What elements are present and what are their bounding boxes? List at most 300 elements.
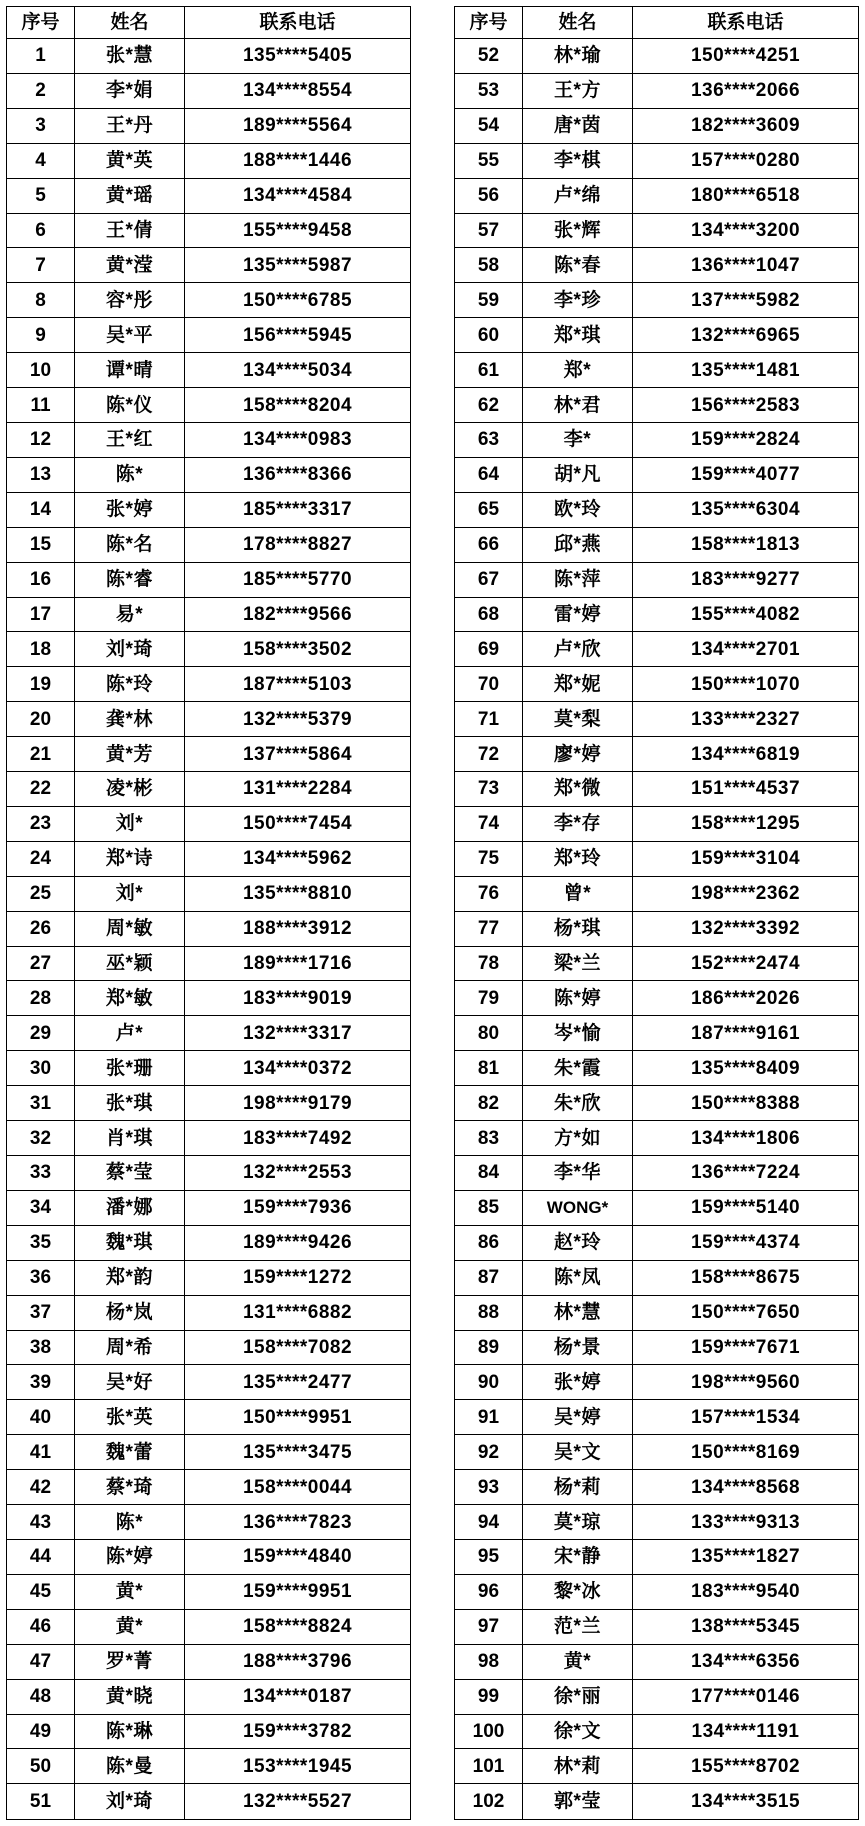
- cell-phone: 189****9426: [185, 1225, 411, 1260]
- table-row: [7, 1505, 411, 1540]
- cell-name: 朱*欣: [523, 1086, 633, 1121]
- cell-index: 82: [455, 1086, 523, 1121]
- cell-name: 吴*平: [75, 318, 185, 353]
- cell-name: 周*敏: [75, 911, 185, 946]
- cell-name: 肖*琪: [75, 1121, 185, 1156]
- cell-index: 18: [7, 632, 75, 667]
- cell-phone: 134****8568: [633, 1470, 859, 1505]
- cell-phone: 158****0044: [185, 1470, 411, 1505]
- cell-index: 59: [455, 283, 523, 318]
- cell-phone: 136****7224: [633, 1156, 859, 1191]
- column-header-index: 序号: [455, 7, 523, 39]
- cell-index: 64: [455, 457, 523, 492]
- table-row: [7, 422, 411, 457]
- cell-index: 61: [455, 353, 523, 388]
- cell-phone: 159****7936: [185, 1190, 411, 1225]
- table-row: [7, 1749, 411, 1784]
- cell-name: 黄*英: [75, 143, 185, 178]
- cell-name: 刘*: [75, 806, 185, 841]
- cell-index: 77: [455, 911, 523, 946]
- cell-phone: 136****8366: [185, 457, 411, 492]
- cell-phone: 134****1806: [633, 1121, 859, 1156]
- cell-name: 陈*萍: [523, 562, 633, 597]
- cell-name: 唐*茵: [523, 108, 633, 143]
- table-row: [455, 1609, 859, 1644]
- column-header-name: 姓名: [523, 7, 633, 39]
- cell-index: 66: [455, 527, 523, 562]
- table-row: [7, 702, 411, 737]
- table-row: [455, 1400, 859, 1435]
- table-row: [7, 1051, 411, 1086]
- table-row: [7, 876, 411, 911]
- cell-index: 12: [7, 422, 75, 457]
- cell-index: 93: [455, 1470, 523, 1505]
- cell-name: 刘*琦: [75, 1784, 185, 1820]
- cell-name: 张*英: [75, 1400, 185, 1435]
- cell-index: 95: [455, 1539, 523, 1574]
- cell-phone: 134****3200: [633, 213, 859, 248]
- cell-index: 46: [7, 1609, 75, 1644]
- cell-name: 陈*仪: [75, 388, 185, 423]
- cell-index: 100: [455, 1714, 523, 1749]
- cell-name: 宋*静: [523, 1539, 633, 1574]
- cell-index: 17: [7, 597, 75, 632]
- table-row: [7, 597, 411, 632]
- table-row: [7, 1539, 411, 1574]
- table-row: [7, 1435, 411, 1470]
- table-row: [455, 667, 859, 702]
- cell-name: 罗*菁: [75, 1644, 185, 1679]
- cell-phone: 159****3782: [185, 1714, 411, 1749]
- cell-phone: 158****8675: [633, 1260, 859, 1295]
- cell-phone: 158****8204: [185, 388, 411, 423]
- cell-phone: 187****9161: [633, 1016, 859, 1051]
- cell-name: 徐*文: [523, 1714, 633, 1749]
- cell-index: 13: [7, 457, 75, 492]
- cell-phone: 132****5379: [185, 702, 411, 737]
- cell-index: 3: [7, 108, 75, 143]
- table-row: [455, 806, 859, 841]
- cell-phone: 132****5527: [185, 1784, 411, 1820]
- table-row: [7, 1714, 411, 1749]
- table-row: [7, 1295, 411, 1330]
- cell-name: 陈*琳: [75, 1714, 185, 1749]
- cell-name: 张*慧: [75, 39, 185, 74]
- cell-phone: 156****2583: [633, 388, 859, 423]
- table-row: [455, 318, 859, 353]
- cell-name: 方*如: [523, 1121, 633, 1156]
- cell-phone: 134****5962: [185, 841, 411, 876]
- cell-name: 黄*晓: [75, 1679, 185, 1714]
- cell-name: 黄*: [75, 1609, 185, 1644]
- table-row: [455, 1156, 859, 1191]
- cell-index: 31: [7, 1086, 75, 1121]
- table-row: [455, 178, 859, 213]
- cell-name: 李*娟: [75, 73, 185, 108]
- table-row: [455, 1086, 859, 1121]
- cell-phone: 131****6882: [185, 1295, 411, 1330]
- table-row: [455, 1505, 859, 1540]
- cell-name: 魏*蕾: [75, 1435, 185, 1470]
- table-row: [455, 1574, 859, 1609]
- cell-name: 莫*琼: [523, 1505, 633, 1540]
- cell-name: 容*彤: [75, 283, 185, 318]
- table-row: [455, 737, 859, 772]
- cell-name: 王*红: [75, 422, 185, 457]
- cell-phone: 158****1295: [633, 806, 859, 841]
- cell-name: 赵*玲: [523, 1225, 633, 1260]
- cell-index: 37: [7, 1295, 75, 1330]
- cell-index: 32: [7, 1121, 75, 1156]
- cell-phone: 133****9313: [633, 1505, 859, 1540]
- table-row: [455, 1644, 859, 1679]
- table-row: [7, 1644, 411, 1679]
- table-row: [455, 1539, 859, 1574]
- cell-index: 51: [7, 1784, 75, 1820]
- cell-phone: 155****8702: [633, 1749, 859, 1784]
- cell-name: 吴*好: [75, 1365, 185, 1400]
- cell-name: 陈*曼: [75, 1749, 185, 1784]
- cell-name: 李*存: [523, 806, 633, 841]
- cell-phone: 134****8554: [185, 73, 411, 108]
- cell-index: 27: [7, 946, 75, 981]
- cell-phone: 158****7082: [185, 1330, 411, 1365]
- table-row: [7, 1086, 411, 1121]
- cell-phone: 189****5564: [185, 108, 411, 143]
- cell-name: 吴*婷: [523, 1400, 633, 1435]
- cell-name: 李*: [523, 422, 633, 457]
- cell-name: 雷*婷: [523, 597, 633, 632]
- table-row: [455, 946, 859, 981]
- cell-phone: 134****3515: [633, 1784, 859, 1820]
- cell-phone: 135****1827: [633, 1539, 859, 1574]
- cell-phone: 150****7650: [633, 1295, 859, 1330]
- cell-index: 92: [455, 1435, 523, 1470]
- cell-index: 30: [7, 1051, 75, 1086]
- table-row: [7, 1190, 411, 1225]
- cell-index: 84: [455, 1156, 523, 1191]
- table-row: [7, 178, 411, 213]
- table-row: [455, 388, 859, 423]
- table-row: [7, 143, 411, 178]
- table-row: [455, 981, 859, 1016]
- cell-index: 49: [7, 1714, 75, 1749]
- table-row: [455, 108, 859, 143]
- cell-phone: 132****3392: [633, 911, 859, 946]
- table-row: [7, 772, 411, 807]
- cell-phone: 135****8409: [633, 1051, 859, 1086]
- table-row: [455, 1051, 859, 1086]
- cell-index: 22: [7, 772, 75, 807]
- cell-index: 11: [7, 388, 75, 423]
- cell-name: 陈*婷: [75, 1539, 185, 1574]
- cell-phone: 155****9458: [185, 213, 411, 248]
- column-header-index: 序号: [7, 7, 75, 39]
- table-row: [7, 1156, 411, 1191]
- cell-phone: 183****9019: [185, 981, 411, 1016]
- cell-name: 凌*彬: [75, 772, 185, 807]
- cell-phone: 135****8810: [185, 876, 411, 911]
- cell-index: 72: [455, 737, 523, 772]
- cell-index: 50: [7, 1749, 75, 1784]
- cell-phone: 159****4374: [633, 1225, 859, 1260]
- cell-phone: 159****7671: [633, 1330, 859, 1365]
- cell-name: 周*希: [75, 1330, 185, 1365]
- cell-name: 王*倩: [75, 213, 185, 248]
- cell-phone: 131****2284: [185, 772, 411, 807]
- table-row: [7, 457, 411, 492]
- cell-name: 卢*绵: [523, 178, 633, 213]
- cell-index: 19: [7, 667, 75, 702]
- cell-phone: 138****5345: [633, 1609, 859, 1644]
- cell-name: 陈*婷: [523, 981, 633, 1016]
- cell-phone: 134****2701: [633, 632, 859, 667]
- cell-index: 68: [455, 597, 523, 632]
- cell-phone: 132****6965: [633, 318, 859, 353]
- cell-name: 岑*愉: [523, 1016, 633, 1051]
- cell-phone: 159****3104: [633, 841, 859, 876]
- cell-phone: 152****2474: [633, 946, 859, 981]
- cell-index: 102: [455, 1784, 523, 1820]
- cell-index: 38: [7, 1330, 75, 1365]
- cell-index: 76: [455, 876, 523, 911]
- table-row: [7, 39, 411, 74]
- cell-name: 龚*林: [75, 702, 185, 737]
- table-row: [455, 1714, 859, 1749]
- cell-index: 40: [7, 1400, 75, 1435]
- cell-name: 杨*岚: [75, 1295, 185, 1330]
- cell-index: 73: [455, 772, 523, 807]
- cell-index: 56: [455, 178, 523, 213]
- cell-phone: 188****1446: [185, 143, 411, 178]
- cell-index: 75: [455, 841, 523, 876]
- cell-index: 63: [455, 422, 523, 457]
- cell-phone: 134****0187: [185, 1679, 411, 1714]
- table-row: [7, 1121, 411, 1156]
- cell-index: 101: [455, 1749, 523, 1784]
- cell-index: 28: [7, 981, 75, 1016]
- table-row: [7, 981, 411, 1016]
- cell-name: 徐*丽: [523, 1679, 633, 1714]
- cell-name: 陈*: [75, 457, 185, 492]
- roster-table-right: [454, 6, 859, 1820]
- cell-index: 45: [7, 1574, 75, 1609]
- cell-index: 43: [7, 1505, 75, 1540]
- cell-index: 36: [7, 1260, 75, 1295]
- cell-phone: 134****5034: [185, 353, 411, 388]
- cell-phone: 132****2553: [185, 1156, 411, 1191]
- cell-phone: 137****5864: [185, 737, 411, 772]
- cell-index: 70: [455, 667, 523, 702]
- cell-name: 郑*韵: [75, 1260, 185, 1295]
- cell-phone: 157****0280: [633, 143, 859, 178]
- table-row: [7, 562, 411, 597]
- cell-index: 44: [7, 1539, 75, 1574]
- table-row: [7, 1260, 411, 1295]
- cell-phone: 134****6356: [633, 1644, 859, 1679]
- cell-name: 巫*颖: [75, 946, 185, 981]
- table-row: [7, 946, 411, 981]
- cell-name: 王*方: [523, 73, 633, 108]
- cell-index: 86: [455, 1225, 523, 1260]
- cell-phone: 132****3317: [185, 1016, 411, 1051]
- cell-index: 53: [455, 73, 523, 108]
- cell-index: 35: [7, 1225, 75, 1260]
- table-row: [7, 1470, 411, 1505]
- cell-phone: 134****0372: [185, 1051, 411, 1086]
- cell-name: 张*珊: [75, 1051, 185, 1086]
- cell-phone: 198****2362: [633, 876, 859, 911]
- cell-name: 吴*文: [523, 1435, 633, 1470]
- cell-name: 郑*玲: [523, 841, 633, 876]
- cell-index: 87: [455, 1260, 523, 1295]
- cell-phone: 150****9951: [185, 1400, 411, 1435]
- table-row: [7, 1609, 411, 1644]
- table-row: [455, 422, 859, 457]
- cell-index: 85: [455, 1190, 523, 1225]
- cell-name: 陈*凤: [523, 1260, 633, 1295]
- cell-name: 杨*琪: [523, 911, 633, 946]
- cell-phone: 159****1272: [185, 1260, 411, 1295]
- table-row: [7, 248, 411, 283]
- table-row: [7, 667, 411, 702]
- cell-index: 91: [455, 1400, 523, 1435]
- cell-name: 郑*: [523, 353, 633, 388]
- cell-name: 刘*琦: [75, 632, 185, 667]
- table-row: [455, 39, 859, 74]
- cell-index: 81: [455, 1051, 523, 1086]
- cell-phone: 177****0146: [633, 1679, 859, 1714]
- table-row: [455, 911, 859, 946]
- table-row: [455, 283, 859, 318]
- table-header-row: [7, 7, 411, 39]
- table-row: [7, 1365, 411, 1400]
- cell-phone: 134****1191: [633, 1714, 859, 1749]
- cell-name: WONG*: [523, 1190, 633, 1225]
- cell-index: 7: [7, 248, 75, 283]
- cell-phone: 182****9566: [185, 597, 411, 632]
- cell-phone: 188****3796: [185, 1644, 411, 1679]
- cell-index: 9: [7, 318, 75, 353]
- cell-phone: 150****8388: [633, 1086, 859, 1121]
- cell-name: 廖*婷: [523, 737, 633, 772]
- cell-index: 97: [455, 1609, 523, 1644]
- table-row: [455, 73, 859, 108]
- table-row: [7, 1330, 411, 1365]
- cell-name: 魏*琪: [75, 1225, 185, 1260]
- table-row: [7, 73, 411, 108]
- table-row: [455, 597, 859, 632]
- cell-name: 郑*诗: [75, 841, 185, 876]
- cell-name: 梁*兰: [523, 946, 633, 981]
- cell-phone: 198****9560: [633, 1365, 859, 1400]
- table-row: [455, 353, 859, 388]
- cell-name: 李*棋: [523, 143, 633, 178]
- table-row: [7, 841, 411, 876]
- column-header-phone: 联系电话: [185, 7, 411, 39]
- cell-name: 黄*芳: [75, 737, 185, 772]
- cell-index: 58: [455, 248, 523, 283]
- cell-phone: 182****3609: [633, 108, 859, 143]
- table-row: [455, 562, 859, 597]
- cell-name: 林*瑜: [523, 39, 633, 74]
- cell-phone: 155****4082: [633, 597, 859, 632]
- table-row: [455, 1470, 859, 1505]
- cell-index: 1: [7, 39, 75, 74]
- table-row: [7, 1679, 411, 1714]
- cell-index: 8: [7, 283, 75, 318]
- cell-index: 60: [455, 318, 523, 353]
- cell-phone: 185****5770: [185, 562, 411, 597]
- table-row: [455, 527, 859, 562]
- table-row: [455, 1784, 859, 1820]
- cell-phone: 133****2327: [633, 702, 859, 737]
- cell-name: 张*婷: [75, 492, 185, 527]
- table-row: [455, 1190, 859, 1225]
- cell-name: 郑*琪: [523, 318, 633, 353]
- cell-name: 黄*瑶: [75, 178, 185, 213]
- cell-name: 黄*: [75, 1574, 185, 1609]
- cell-index: 10: [7, 353, 75, 388]
- cell-name: 陈*玲: [75, 667, 185, 702]
- column-header-name: 姓名: [75, 7, 185, 39]
- cell-index: 62: [455, 388, 523, 423]
- table-row: [7, 318, 411, 353]
- cell-index: 41: [7, 1435, 75, 1470]
- cell-index: 65: [455, 492, 523, 527]
- cell-index: 26: [7, 911, 75, 946]
- cell-name: 林*莉: [523, 1749, 633, 1784]
- cell-index: 52: [455, 39, 523, 74]
- cell-phone: 135****2477: [185, 1365, 411, 1400]
- cell-phone: 189****1716: [185, 946, 411, 981]
- cell-name: 郭*莹: [523, 1784, 633, 1820]
- table-row: [455, 1679, 859, 1714]
- cell-phone: 137****5982: [633, 283, 859, 318]
- cell-index: 99: [455, 1679, 523, 1714]
- cell-phone: 136****7823: [185, 1505, 411, 1540]
- cell-name: 陈*: [75, 1505, 185, 1540]
- cell-name: 林*慧: [523, 1295, 633, 1330]
- cell-name: 陈*春: [523, 248, 633, 283]
- cell-index: 89: [455, 1330, 523, 1365]
- table-row: [455, 457, 859, 492]
- cell-name: 谭*晴: [75, 353, 185, 388]
- table-row: [455, 702, 859, 737]
- cell-name: 莫*梨: [523, 702, 633, 737]
- cell-phone: 150****4251: [633, 39, 859, 74]
- table-row: [455, 1016, 859, 1051]
- table-row: [455, 772, 859, 807]
- cell-index: 16: [7, 562, 75, 597]
- cell-index: 54: [455, 108, 523, 143]
- cell-phone: 178****8827: [185, 527, 411, 562]
- cell-index: 57: [455, 213, 523, 248]
- table-row: [7, 632, 411, 667]
- table-row: [455, 1330, 859, 1365]
- cell-phone: 158****3502: [185, 632, 411, 667]
- table-row: [7, 806, 411, 841]
- cell-index: 47: [7, 1644, 75, 1679]
- cell-phone: 150****7454: [185, 806, 411, 841]
- cell-index: 55: [455, 143, 523, 178]
- cell-name: 林*君: [523, 388, 633, 423]
- cell-name: 蔡*琦: [75, 1470, 185, 1505]
- table-row: [7, 1016, 411, 1051]
- cell-index: 25: [7, 876, 75, 911]
- cell-phone: 150****6785: [185, 283, 411, 318]
- table-row: [455, 143, 859, 178]
